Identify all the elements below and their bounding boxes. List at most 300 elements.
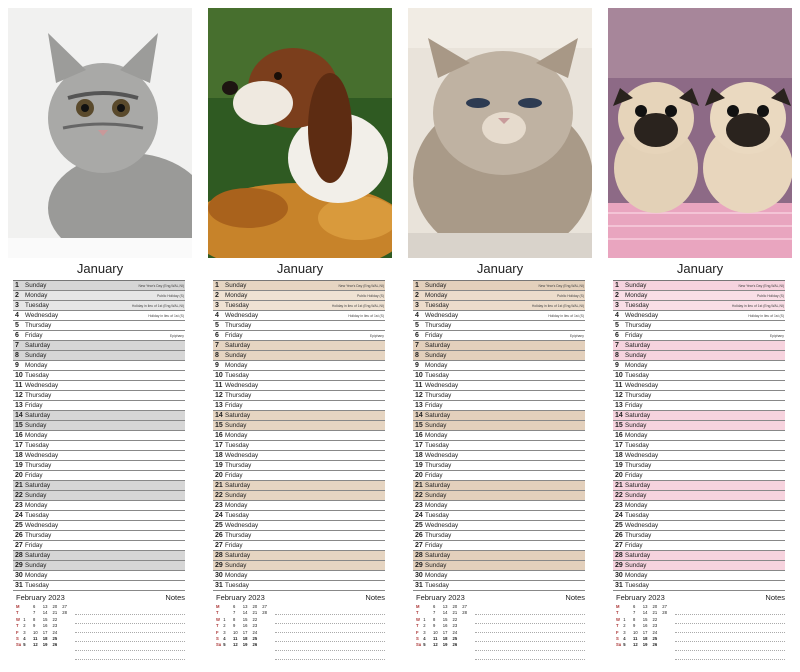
- mini-calendar-date: 25: [52, 636, 58, 642]
- notes-line: [75, 606, 185, 615]
- day-name: Wednesday: [625, 382, 659, 389]
- calendar-1: [8, 8, 192, 668]
- mini-calendar-date: 24: [452, 629, 458, 635]
- mini-calendar-weekday: M: [16, 604, 20, 609]
- day-name: Saturday: [225, 552, 251, 559]
- mini-calendar-date: 27: [62, 604, 67, 609]
- day-row: [213, 351, 385, 361]
- notes-title: Notes: [565, 593, 585, 602]
- day-number: 25: [615, 522, 623, 529]
- calendar-photo: [208, 8, 392, 258]
- day-number: 5: [615, 322, 619, 329]
- day-row: [13, 531, 185, 541]
- mini-calendar-date: 28: [62, 610, 67, 616]
- day-number: 28: [15, 552, 23, 559]
- day-number: 23: [615, 502, 623, 509]
- day-name: Sunday: [225, 282, 247, 289]
- day-row: [13, 561, 185, 571]
- day-row: [413, 521, 585, 531]
- day-number: 22: [415, 492, 423, 499]
- day-number: 31: [15, 582, 23, 589]
- day-name: Saturday: [25, 482, 51, 489]
- day-row: [413, 331, 585, 341]
- day-number: 16: [615, 432, 623, 439]
- day-row: [13, 421, 185, 431]
- month-title: January: [276, 261, 324, 276]
- next-month-title: February 2023: [16, 593, 65, 602]
- notes-line: [75, 615, 185, 624]
- day-number: 14: [215, 412, 223, 419]
- day-name: Sunday: [25, 282, 47, 289]
- mini-calendar-date: 23: [652, 623, 658, 629]
- day-number: 15: [215, 422, 223, 429]
- day-note: Public Holiday (S): [757, 294, 784, 298]
- day-name: Sunday: [425, 352, 447, 359]
- mini-calendar-date: 2: [623, 623, 626, 629]
- mini-calendar-date: 5: [223, 642, 226, 648]
- day-name: Thursday: [25, 532, 52, 539]
- day-name: Wednesday: [25, 312, 59, 319]
- day-name: Wednesday: [225, 312, 259, 319]
- day-number: 29: [415, 562, 423, 569]
- day-number: 9: [615, 362, 619, 369]
- day-row: [213, 341, 385, 351]
- mini-calendar-weekday: T: [616, 610, 619, 616]
- next-month-title: February 2023: [216, 593, 265, 602]
- mini-calendar-weekday: T: [216, 623, 219, 629]
- day-row: [413, 561, 585, 571]
- mini-calendar-weekday: W: [16, 616, 20, 622]
- mini-calendar-date: 2: [223, 623, 226, 629]
- mini-calendar: [216, 604, 272, 649]
- day-number: 22: [615, 492, 623, 499]
- day-note: Public Holiday (S): [357, 294, 384, 298]
- day-number: 15: [15, 422, 23, 429]
- day-name: Sunday: [625, 562, 647, 569]
- day-row: [13, 471, 185, 481]
- day-number: 12: [215, 392, 223, 399]
- mini-calendar-weekday: Su: [16, 642, 22, 648]
- day-name: Monday: [625, 432, 648, 439]
- day-row: [213, 301, 385, 311]
- day-number: 17: [15, 442, 23, 449]
- day-name: Friday: [25, 402, 43, 409]
- mini-calendar-date: [662, 642, 672, 648]
- notes-line: [275, 615, 385, 624]
- mini-calendar-date: 19: [42, 642, 48, 648]
- day-name: Wednesday: [25, 382, 59, 389]
- day-row: [13, 391, 185, 401]
- day-number: 18: [615, 452, 623, 459]
- mini-calendar-date: 7: [233, 610, 236, 616]
- day-name: Tuesday: [625, 582, 649, 589]
- notes-title: Notes: [165, 593, 185, 602]
- day-row: [613, 521, 785, 531]
- day-row: [613, 431, 785, 441]
- day-number: 18: [215, 452, 223, 459]
- day-name: Friday: [25, 542, 43, 549]
- mini-calendar-date: 27: [462, 604, 467, 609]
- day-note: New Year's Day (Eng,WAL,NI): [538, 284, 584, 288]
- mini-calendar-date: 1: [23, 616, 26, 622]
- day-number: 22: [215, 492, 223, 499]
- mini-calendar-date: 3: [623, 629, 626, 635]
- day-name: Tuesday: [425, 302, 449, 309]
- day-name: Wednesday: [425, 382, 459, 389]
- mini-calendar-date: 1: [623, 616, 626, 622]
- mini-calendar-weekday: F: [416, 629, 419, 635]
- mini-calendar-date: 17: [442, 629, 448, 635]
- mini-calendar-date: 25: [652, 636, 658, 642]
- day-number: 8: [415, 352, 419, 359]
- mini-calendar-weekday: S: [216, 636, 219, 642]
- day-row: [213, 321, 385, 331]
- mini-calendar-date: 9: [633, 623, 636, 629]
- day-note: Holiday in lieu of 1st (Eng,WAL,NI): [531, 304, 584, 308]
- notes-line: [275, 606, 385, 615]
- day-name: Sunday: [225, 352, 247, 359]
- mini-calendar-date: 14: [242, 610, 248, 616]
- mini-calendar-date: 12: [233, 642, 238, 648]
- day-row: [613, 441, 785, 451]
- day-row: [413, 411, 585, 421]
- day-number: 18: [15, 452, 23, 459]
- day-number: 24: [15, 512, 23, 519]
- day-name: Thursday: [225, 462, 252, 469]
- day-name: Monday: [25, 292, 48, 299]
- mini-calendar-date: 2: [423, 623, 426, 629]
- day-number: 4: [615, 312, 619, 319]
- day-name: Monday: [25, 362, 48, 369]
- month-title: January: [676, 261, 724, 276]
- mini-calendar-date: 16: [442, 623, 448, 629]
- mini-calendar-date: [462, 642, 472, 648]
- day-name: Wednesday: [225, 382, 259, 389]
- day-name: Tuesday: [25, 582, 49, 589]
- day-name: Friday: [225, 332, 243, 339]
- mini-calendar-weekday: F: [616, 629, 619, 635]
- mini-calendar-date: 27: [662, 604, 667, 609]
- mini-calendar-date: 24: [652, 629, 658, 635]
- mini-calendar-date: 20: [252, 604, 258, 609]
- day-row: [213, 571, 385, 581]
- day-row: [613, 501, 785, 511]
- mini-calendar-date: 21: [52, 610, 58, 616]
- calendar-photo: [8, 8, 192, 258]
- mini-calendar-date: 12: [433, 642, 438, 648]
- day-row: [613, 341, 785, 351]
- day-row: [413, 491, 585, 501]
- day-name: Wednesday: [225, 452, 259, 459]
- mini-calendar-date: 22: [652, 616, 658, 622]
- notes-line: [475, 633, 585, 642]
- day-note: Holiday in lieu of 1st (S): [748, 314, 784, 318]
- day-number: 17: [615, 442, 623, 449]
- day-row: [13, 381, 185, 391]
- day-number: 30: [615, 572, 623, 579]
- day-list: [413, 280, 585, 591]
- day-number: 3: [215, 302, 219, 309]
- mini-calendar-date: 15: [242, 616, 248, 622]
- mini-calendar-weekday: Su: [416, 642, 422, 648]
- day-number: 4: [215, 312, 219, 319]
- day-number: 29: [215, 562, 223, 569]
- day-name: Tuesday: [425, 582, 449, 589]
- next-month-title: February 2023: [616, 593, 665, 602]
- mini-calendar-date: 1: [223, 616, 226, 622]
- day-name: Monday: [225, 572, 248, 579]
- day-name: Friday: [25, 472, 43, 479]
- mini-calendar-weekday: T: [16, 610, 19, 616]
- mini-calendar-date: 13: [642, 604, 648, 609]
- mini-calendar-date: 23: [252, 623, 258, 629]
- mini-calendar-date: 17: [42, 629, 48, 635]
- mini-calendar-weekday: W: [216, 616, 220, 622]
- calendar-photo: [408, 8, 592, 258]
- day-row: [613, 421, 785, 431]
- day-number: 19: [15, 462, 23, 469]
- day-number: 31: [615, 582, 623, 589]
- notes-line: [475, 606, 585, 615]
- day-name: Wednesday: [625, 312, 659, 319]
- notes-line: [675, 642, 785, 651]
- day-row: [13, 581, 185, 591]
- mini-calendar-date: 26: [52, 642, 58, 648]
- day-number: 12: [615, 392, 623, 399]
- mini-calendar-date: 14: [442, 610, 448, 616]
- day-number: 24: [415, 512, 423, 519]
- day-number: 26: [615, 532, 623, 539]
- day-number: 19: [615, 462, 623, 469]
- day-number: 8: [615, 352, 619, 359]
- day-name: Tuesday: [425, 512, 449, 519]
- day-number: 14: [415, 412, 423, 419]
- day-number: 21: [615, 482, 623, 489]
- mini-calendar-date: 19: [642, 642, 648, 648]
- day-number: 2: [15, 292, 19, 299]
- notes-lines: [475, 606, 585, 660]
- mini-calendar-date: 16: [242, 623, 248, 629]
- day-name: Monday: [625, 362, 648, 369]
- day-name: Wednesday: [625, 522, 659, 529]
- day-name: Monday: [25, 502, 48, 509]
- notes-title: Notes: [765, 593, 785, 602]
- day-name: Tuesday: [225, 512, 249, 519]
- day-number: 26: [15, 532, 23, 539]
- day-row: [13, 361, 185, 371]
- day-row: [613, 281, 785, 291]
- day-number: 17: [215, 442, 223, 449]
- day-row: [13, 331, 185, 341]
- day-row: [413, 551, 585, 561]
- day-row: [613, 541, 785, 551]
- mini-calendar-weekday: M: [416, 604, 420, 609]
- day-name: Sunday: [25, 492, 47, 499]
- mini-calendar-date: 22: [252, 616, 258, 622]
- mini-calendar-date: [262, 642, 272, 648]
- notes-line: [475, 642, 585, 651]
- day-name: Saturday: [625, 552, 651, 559]
- day-row: [613, 471, 785, 481]
- day-row: [213, 581, 385, 591]
- day-row: [613, 351, 785, 361]
- day-name: Friday: [225, 402, 243, 409]
- day-name: Thursday: [625, 462, 652, 469]
- mini-calendar: [416, 604, 472, 649]
- notes-lines: [75, 606, 185, 660]
- day-number: 23: [215, 502, 223, 509]
- mini-calendar-weekday: T: [16, 623, 19, 629]
- day-name: Tuesday: [625, 302, 649, 309]
- day-row: [413, 391, 585, 401]
- mini-calendar-weekday: Su: [616, 642, 622, 648]
- day-row: [213, 371, 385, 381]
- notes-line: [75, 633, 185, 642]
- day-row: [613, 561, 785, 571]
- day-number: 26: [215, 532, 223, 539]
- day-name: Friday: [25, 332, 43, 339]
- mini-calendar-date: 8: [633, 616, 636, 622]
- day-number: 4: [415, 312, 419, 319]
- mini-calendar-date: 25: [252, 636, 258, 642]
- mini-calendar-date: 3: [423, 629, 426, 635]
- day-row: [613, 381, 785, 391]
- day-row: [613, 331, 785, 341]
- day-row: [213, 551, 385, 561]
- day-row: [213, 471, 385, 481]
- day-row: [13, 321, 185, 331]
- day-row: [613, 531, 785, 541]
- mini-calendar-weekday: W: [616, 616, 620, 622]
- day-row: [413, 541, 585, 551]
- footer-section: [413, 593, 585, 665]
- day-name: Friday: [625, 332, 643, 339]
- day-number: 25: [215, 522, 223, 529]
- notes-line: [275, 651, 385, 660]
- day-name: Tuesday: [25, 372, 49, 379]
- mini-calendar-date: 18: [242, 636, 248, 642]
- notes-line: [675, 651, 785, 660]
- day-number: 18: [415, 452, 423, 459]
- notes-line: [475, 615, 585, 624]
- notes-title: Notes: [365, 593, 385, 602]
- day-number: 1: [615, 282, 619, 289]
- day-name: Sunday: [25, 562, 47, 569]
- day-row: [413, 571, 585, 581]
- day-row: [213, 461, 385, 471]
- day-name: Thursday: [25, 462, 52, 469]
- day-number: 19: [215, 462, 223, 469]
- day-number: 3: [15, 302, 19, 309]
- day-number: 16: [215, 432, 223, 439]
- day-name: Sunday: [625, 422, 647, 429]
- day-name: Tuesday: [225, 582, 249, 589]
- mini-calendar-date: 7: [433, 610, 436, 616]
- mini-calendar-weekday: F: [16, 629, 19, 635]
- day-row: [613, 301, 785, 311]
- mini-calendar-date: 8: [233, 616, 236, 622]
- day-row: [613, 461, 785, 471]
- day-row: [613, 551, 785, 561]
- day-number: 10: [215, 372, 223, 379]
- day-note: Epiphany: [769, 334, 784, 338]
- day-row: [613, 571, 785, 581]
- day-row: [413, 321, 585, 331]
- mini-calendar-date: 1: [423, 616, 426, 622]
- day-number: 21: [415, 482, 423, 489]
- day-name: Wednesday: [25, 452, 59, 459]
- day-row: [413, 501, 585, 511]
- day-note: Holiday in lieu of 1st (S): [148, 314, 184, 318]
- day-number: 23: [415, 502, 423, 509]
- day-number: 30: [15, 572, 23, 579]
- day-number: 29: [615, 562, 623, 569]
- day-row: [213, 501, 385, 511]
- day-note: Holiday in lieu of 1st (Eng,WAL,NI): [331, 304, 384, 308]
- day-row: [213, 381, 385, 391]
- day-name: Monday: [25, 572, 48, 579]
- day-row: [13, 461, 185, 471]
- month-title: January: [76, 261, 124, 276]
- mini-calendar-date: 4: [223, 636, 226, 642]
- day-number: 28: [415, 552, 423, 559]
- day-row: [13, 301, 185, 311]
- day-name: Monday: [225, 362, 248, 369]
- day-row: [13, 291, 185, 301]
- mini-calendar-date: 17: [642, 629, 648, 635]
- day-name: Tuesday: [625, 512, 649, 519]
- mini-calendar-date: 7: [633, 610, 636, 616]
- day-row: [213, 391, 385, 401]
- day-number: 11: [415, 382, 423, 389]
- day-name: Saturday: [225, 482, 251, 489]
- day-number: 12: [415, 392, 423, 399]
- day-row: [413, 301, 585, 311]
- day-row: [413, 361, 585, 371]
- mini-calendar-date: 13: [42, 604, 48, 609]
- day-row: [213, 541, 385, 551]
- day-row: [613, 481, 785, 491]
- day-note: Public Holiday (S): [157, 294, 184, 298]
- mini-calendar-date: 26: [652, 642, 658, 648]
- day-row: [213, 451, 385, 461]
- day-number: 30: [415, 572, 423, 579]
- day-row: [213, 401, 385, 411]
- day-number: 8: [215, 352, 219, 359]
- notes-line: [75, 642, 185, 651]
- day-name: Wednesday: [25, 522, 59, 529]
- day-name: Tuesday: [225, 442, 249, 449]
- day-number: 5: [215, 322, 219, 329]
- mini-calendar-date: 13: [442, 604, 448, 609]
- day-number: 25: [415, 522, 423, 529]
- day-row: [213, 531, 385, 541]
- mini-calendar-weekday: M: [616, 604, 620, 609]
- day-row: [13, 281, 185, 291]
- footer-section: [613, 593, 785, 665]
- day-name: Sunday: [625, 492, 647, 499]
- day-name: Friday: [625, 542, 643, 549]
- mini-calendar-date: 12: [33, 642, 38, 648]
- notes-line: [75, 651, 185, 660]
- mini-calendar-date: 6: [633, 604, 636, 609]
- day-row: [213, 331, 385, 341]
- mini-calendar-date: 18: [42, 636, 48, 642]
- day-number: 8: [15, 352, 19, 359]
- day-row: [613, 411, 785, 421]
- day-number: 24: [215, 512, 223, 519]
- day-name: Sunday: [425, 492, 447, 499]
